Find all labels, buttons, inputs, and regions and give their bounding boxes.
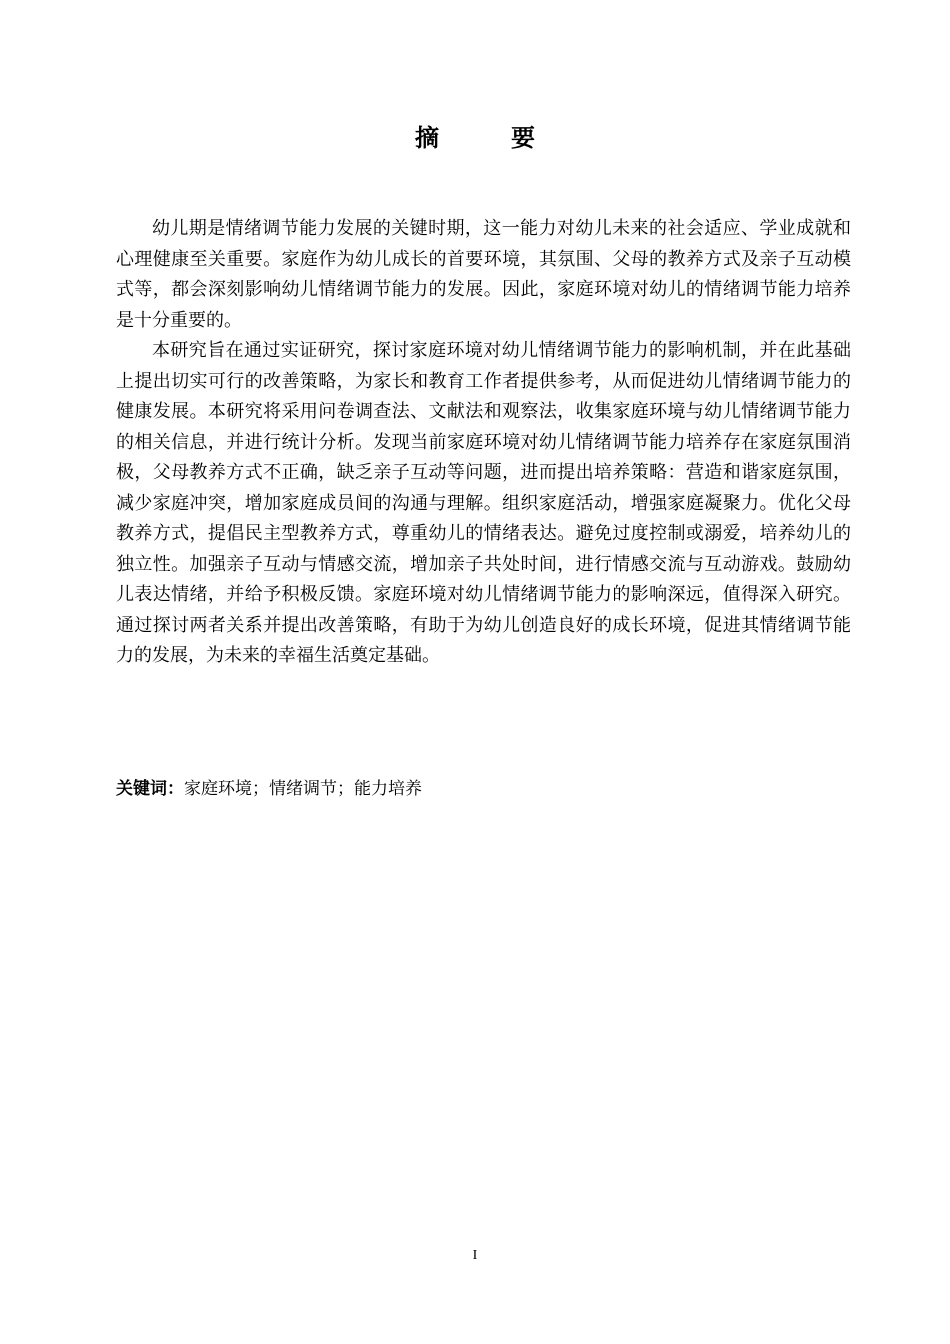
abstract-title: 摘 要 [415, 124, 559, 152]
keywords-label: 关键词： [116, 779, 184, 799]
abstract-body [116, 214, 851, 672]
keywords-line [116, 775, 851, 803]
abstract-paragraph-2: 本研究旨在通过实证研究，探讨家庭环境对幼儿情绪调节能力的影响机制，并在此基础上提出切实可行的改善策略，为家长和教育工作者提供参考，从而促进幼儿情绪调节能力的健康发展。本研究将采用问卷调查法、文献法和观察法，收集家庭环境与幼儿情绪调节能力的相关信息，并进行统计分析。发现当前家庭环境对幼儿情绪调节能力培养存在家庭氛围消极，父母教养方式不正确，缺乏亲子互动等问题，进而提出培养策略：营造和谐家庭氛围，减少家庭冲突，增加家庭成员间的沟通与理解。组织家庭活动，增强家庭凝聚力。优化父母教养方式，提倡民主型教养方式，尊重幼儿的情绪表达。避免过度控制或溺爱，培养幼儿的独立性。加强亲子互动与情感交流，增加亲子共处时间，进行情感交流与互动游戏。鼓励幼儿表达情绪，并给予积极反馈。家庭环境对幼儿情绪调节能力的影响深远，值得深入研究。通过探讨两者关系并提出改善策略，有助于为幼儿创造良好的成长环境，促进其情绪调节能力的发展，为未来的幸福生活奠定基础。 [116, 340, 851, 666]
page-number: I [472, 1248, 478, 1263]
keywords-value: 家庭环境；情绪调节；能力培养 [184, 779, 422, 799]
abstract-paragraph-1: 幼儿期是情绪调节能力发展的关键时期，这一能力对幼儿未来的社会适应、学业成就和心理健康至关重要。家庭作为幼儿成长的首要环境，其氛围、父母的教养方式及亲子互动模式等，都会深刻影响幼儿情绪调节能力的发展。因此，家庭环境对幼儿的情绪调节能力培养是十分重要的。 [116, 218, 851, 331]
